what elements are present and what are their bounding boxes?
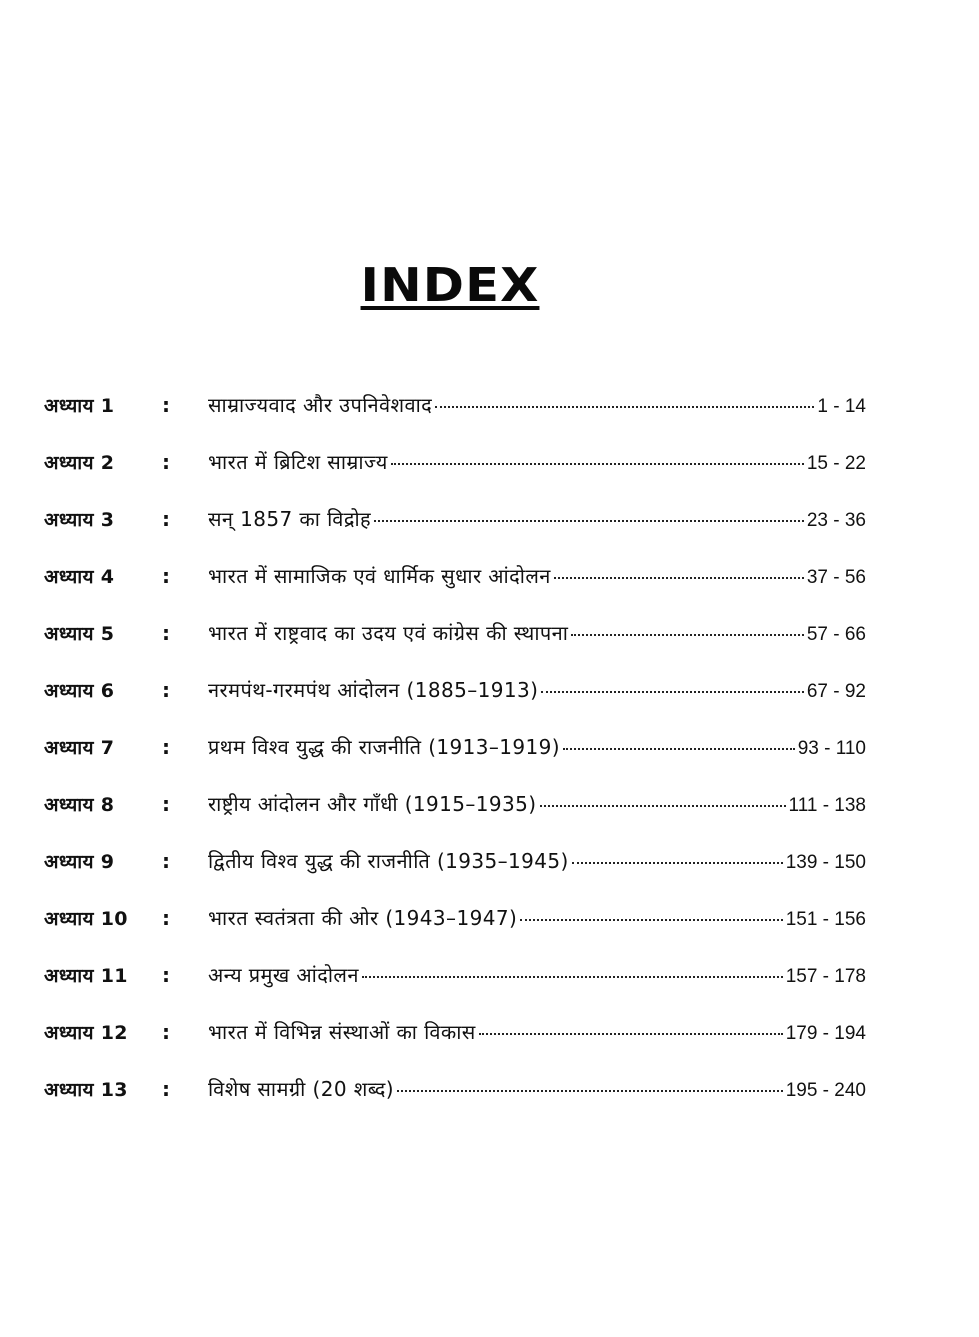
- page-range: 57 - 66: [806, 624, 866, 645]
- separator-colon: :: [162, 962, 170, 987]
- toc-row-7: [44, 718, 866, 775]
- toc-row-5: [44, 604, 866, 661]
- page-range: 195 - 240: [785, 1080, 866, 1101]
- toc-row-1: [44, 376, 866, 433]
- separator-colon: :: [162, 449, 170, 474]
- separator-colon: :: [162, 1076, 170, 1101]
- chapter-label: अध्याय 6: [44, 679, 115, 702]
- chapter-label: अध्याय 4: [44, 565, 115, 588]
- chapter-title: नरमपंथ-गरमपंथ आंदोलन (1885–1913): [208, 678, 539, 702]
- chapter-entry: [208, 676, 866, 703]
- separator-colon: :: [162, 506, 170, 531]
- chapter-label: अध्याय 2: [44, 451, 115, 474]
- chapter-entry: [208, 904, 866, 931]
- page-range: 151 - 156: [785, 909, 866, 930]
- toc-row-8: [44, 775, 866, 832]
- page-range: 111 - 138: [788, 795, 866, 816]
- page-title-text: INDEX: [360, 258, 540, 312]
- separator-colon: :: [162, 905, 170, 930]
- chapter-label: अध्याय 13: [44, 1078, 128, 1101]
- separator-colon: :: [162, 1019, 170, 1044]
- toc-row-2: [44, 433, 866, 490]
- dot-leader: [435, 406, 814, 408]
- dot-leader: [541, 691, 803, 693]
- page-range: 1 - 14: [817, 396, 866, 417]
- toc-row-3: [44, 490, 866, 547]
- chapter-title: साम्राज्यवाद और उपनिवेशवाद: [208, 393, 433, 417]
- chapter-label: अध्याय 11: [44, 964, 128, 987]
- chapter-entry: [208, 505, 866, 532]
- chapter-title: प्रथम विश्व युद्ध की राजनीति (1913–1919): [208, 735, 561, 759]
- page-title: [0, 258, 936, 312]
- chapter-title: राष्ट्रीय आंदोलन और गाँधी (1915–1935): [208, 792, 537, 816]
- separator-colon: :: [162, 563, 170, 588]
- chapter-entry: [208, 619, 866, 646]
- chapter-entry: [208, 1018, 866, 1045]
- dot-leader: [391, 463, 804, 465]
- separator-colon: :: [162, 848, 170, 873]
- chapter-label: अध्याय 5: [44, 622, 115, 645]
- chapter-entry: [208, 1075, 866, 1102]
- toc-row-11: [44, 946, 866, 1003]
- page-range: 23 - 36: [806, 510, 866, 531]
- page-range: 15 - 22: [806, 453, 866, 474]
- separator-colon: :: [162, 734, 170, 759]
- chapter-title: भारत में राष्ट्रवाद का उदय एवं कांग्रेस की स्थापना: [208, 621, 569, 645]
- dot-leader: [554, 577, 804, 579]
- chapter-label: अध्याय 1: [44, 394, 115, 417]
- dot-leader: [563, 748, 795, 750]
- page-range: 93 - 110: [797, 738, 866, 759]
- chapter-label: अध्याय 9: [44, 850, 115, 873]
- dot-leader: [540, 805, 786, 807]
- toc-row-6: [44, 661, 866, 718]
- dot-leader: [479, 1033, 783, 1035]
- page-range: 67 - 92: [806, 681, 866, 702]
- chapter-entry: [208, 961, 866, 988]
- toc-row-12: [44, 1003, 866, 1060]
- page-range: 157 - 178: [785, 966, 866, 987]
- dot-leader: [571, 634, 803, 636]
- separator-colon: :: [162, 392, 170, 417]
- chapter-title: द्वितीय विश्व युद्ध की राजनीति (1935–1945): [208, 849, 569, 873]
- page-range: 139 - 150: [785, 852, 866, 873]
- dot-leader: [374, 520, 804, 522]
- chapter-label: अध्याय 10: [44, 907, 128, 930]
- page-range: 179 - 194: [785, 1023, 866, 1044]
- chapter-entry: [208, 790, 866, 817]
- chapter-title: विशेष सामग्री (20 शब्द): [208, 1077, 394, 1101]
- dot-leader: [362, 976, 783, 978]
- chapter-title: भारत में सामाजिक एवं धार्मिक सुधार आंदोलन: [208, 564, 551, 588]
- chapter-title: अन्य प्रमुख आंदोलन: [208, 963, 359, 987]
- separator-colon: :: [162, 620, 170, 645]
- toc-row-13: [44, 1060, 866, 1117]
- chapter-label: अध्याय 8: [44, 793, 115, 816]
- chapter-title: भारत में विभिन्न संस्थाओं का विकास: [208, 1020, 476, 1044]
- toc-row-4: [44, 547, 866, 604]
- chapter-entry: [208, 448, 866, 475]
- chapter-entry: [208, 847, 866, 874]
- dot-leader: [520, 919, 783, 921]
- chapter-entry: [208, 733, 866, 760]
- chapter-title: भारत स्वतंत्रता की ओर (1943–1947): [208, 906, 518, 930]
- chapter-label: अध्याय 3: [44, 508, 115, 531]
- chapter-label: अध्याय 7: [44, 736, 115, 759]
- separator-colon: :: [162, 791, 170, 816]
- chapter-entry: [208, 391, 866, 418]
- dot-leader: [397, 1090, 783, 1092]
- chapter-title: भारत में ब्रिटिश साम्राज्य: [208, 450, 388, 474]
- toc-row-9: [44, 832, 866, 889]
- dot-leader: [572, 862, 783, 864]
- chapter-title: सन् 1857 का विद्रोह: [208, 507, 372, 531]
- table-of-contents: [44, 376, 866, 1117]
- chapter-label: अध्याय 12: [44, 1021, 128, 1044]
- toc-row-10: [44, 889, 866, 946]
- separator-colon: :: [162, 677, 170, 702]
- chapter-entry: [208, 562, 866, 589]
- page-range: 37 - 56: [806, 567, 866, 588]
